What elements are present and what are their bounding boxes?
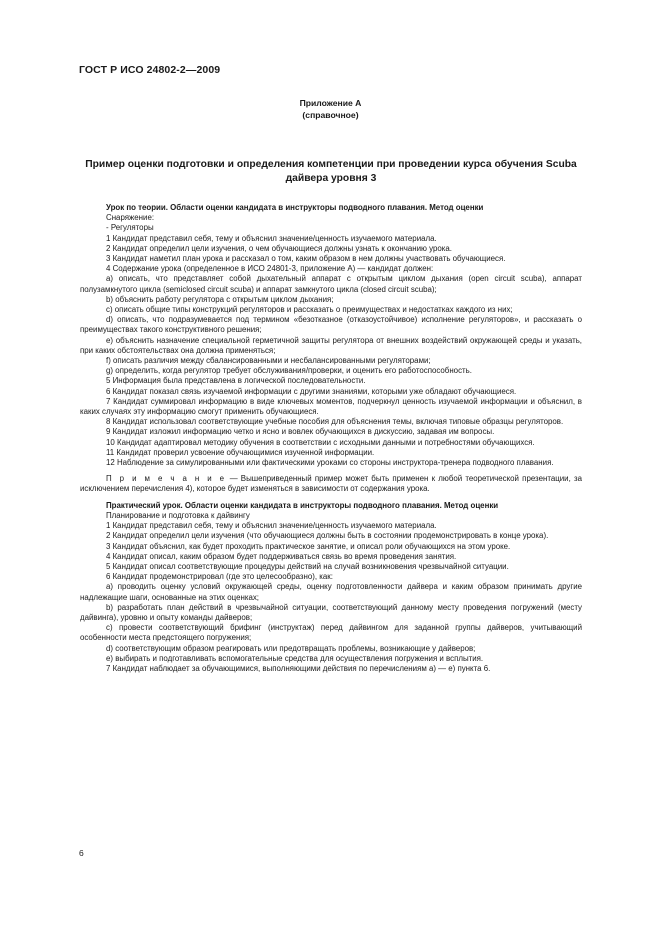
theory-item-4g: g) определить, когда регулятор требует обслуживания/проверки, и оценить его работоспособность. xyxy=(106,366,472,376)
theory-item-6: 6 Кандидат показал связь изучаемой информации с другими знаниями, которыми уже обладают обучающиеся. xyxy=(106,386,517,396)
practice-item-6: 6 Кандидат продемонстрировал (где это целесообразно), как: xyxy=(106,572,333,582)
annex-block xyxy=(0,97,661,121)
theory-item-4f: f) описать различия между сбалансированными и несбалансированными регуляторами; xyxy=(106,356,431,366)
practice-item-2: 2 Кандидат определил цели изучения (что обучающиеся должны быть в состоянии продемонстрировать в конце урока). xyxy=(106,531,549,541)
theory-item-4a: а) описать, что представляет собой дыхательный аппарат с открытым циклом дыхания (open circuit scuba), аппарат полузамкнутого цикла (semiclosed circuit scuba) и аппарат замкнутого цикла (closed circuit scuba); xyxy=(80,274,582,294)
practice-item-6a: а) проводить оценку условий окружающей среды, оценку подготовленности дайвера и каким образом принимать другие надлежащие шаги, основанные на этих оценках; xyxy=(80,582,582,602)
annex-kind: (справочное) xyxy=(302,110,359,120)
practice-item-6e: e) выбирать и подготавливать вспомогательные средства для осуществления погружения и всплытия. xyxy=(106,653,484,663)
practice-subheading: Планирование и подготовка к дайвингу xyxy=(106,510,250,520)
theory-item-11: 11 Кандидат проверил усвоение обучающимися изученной информации. xyxy=(106,447,375,457)
theory-item-8: 8 Кандидат использовал соответствующие учебные пособия для объяснения темы, включая типовые образцы регуляторов. xyxy=(106,417,564,427)
theory-item-4e: e) объяснить назначение специальной герметичной защиты регулятора от внешних воздействий окружающей среды и указать, при каких обстоятельствах она должна применяться; xyxy=(80,335,582,355)
theory-item-2: 2 Кандидат определил цели изучения, о чем обучающиеся должны узнать к окончанию урока. xyxy=(106,243,452,253)
theory-item-4c: c) описать общие типы конструкций регуляторов и рассказать о преимуществах и недостатках каждого из них; xyxy=(106,305,513,315)
practice-item-6c: c) провести соответствующий брифинг (инструктаж) перед дайвингом для заданной группы дайверов, учитывающий особенности места предстоящего погружения; xyxy=(80,623,582,643)
document-body xyxy=(80,203,582,674)
practice-item-3: 3 Кандидат объяснил, как будет проходить практическое занятие, и описал роли обучающихся на этом уроке. xyxy=(106,541,511,551)
theory-item-7: 7 Кандидат суммировал информацию в виде ключевых моментов, подчеркнул ценность изучаемой информации и объяснил, в каких случаях эту информацию смогут применить обучающиеся. xyxy=(80,396,582,417)
practice-item-7: 7 Кандидат наблюдает за обучающимися, выполняющими действия по перечислениям а) — е) пункта 6. xyxy=(106,663,491,673)
document-code-header: ГОСТ Р ИСО 24802-2—2009 xyxy=(79,64,221,76)
practice-item-6d: d) соответствующим образом реагировать или предотвращать проблемы, возникающие у дайверов; xyxy=(106,643,476,653)
annex-label: Приложение А xyxy=(299,98,362,108)
practice-heading: Практический урок. Области оценки кандидата в инструкторы подводного плавания. Метод оценки xyxy=(106,500,499,510)
theory-note xyxy=(80,474,582,494)
theory-item-9: 9 Кандидат изложил информацию четко и ясно и вовлек обучающихся в дискуссию, задавая им вопросы. xyxy=(106,427,495,437)
theory-item-5: 5 Информация была представлена в логической последовательности. xyxy=(106,376,366,386)
annex-title: Пример оценки подготовки и определения компетенции при проведении курса обучения Scuba дайвера уровня 3 xyxy=(85,159,577,184)
practice-item-1: 1 Кандидат представил себя, тему и объяснил значение/ценность изучаемого материала. xyxy=(106,521,437,531)
theory-item-3: 3 Кандидат наметил план урока и рассказал о том, каким образом в нем должны участвовать обучающиеся. xyxy=(106,254,506,264)
practice-item-5: 5 Кандидат описал соответствующие процедуры действий на случай возникновения чрезвычайной ситуации. xyxy=(106,561,509,571)
note-text: — Вышеприведенный пример может быть применен к любой теоретической презентации, за исключением перечисления 4), которое будет изменяться в зависимости от содержания урока. xyxy=(80,474,582,494)
theory-item-12: 12 Наблюдение за симулированными или фактическими уроками со стороны инструктора-тренера подводного плавания. xyxy=(106,458,554,468)
theory-item-1: 1 Кандидат представил себя, тему и объяснил значение/ценность изучаемого материала. xyxy=(106,233,437,243)
theory-item-4: 4 Содержание урока (определенное в ИСО 24801-3, приложение А) — кандидат должен: xyxy=(106,264,434,274)
theory-item-10: 10 Кандидат адаптировал методику обучения в соответствии с исходными данными и потребностями обучающихся. xyxy=(106,437,535,447)
page-number: 6 xyxy=(79,848,84,858)
practice-item-6b: b) разработать план действий в чрезвычайной ситуации, соответствующий данному месту проведения погружений (месту дайвинга), уровню и опыту команды дайверов; xyxy=(80,602,582,622)
equipment-item: - Регуляторы xyxy=(106,223,154,233)
equipment-label: Снаряжение: xyxy=(106,213,155,223)
theory-item-4d: d) описать, что подразумевается под термином «безотказное (отказоустойчивое) исполнение регуляторов», и рассказать о преимуществах такого конструктивного решения; xyxy=(80,315,582,335)
theory-item-4b: b) объяснить работу регулятора с открытым циклом дыхания; xyxy=(106,294,334,304)
theory-heading: Урок по теории. Области оценки кандидата в инструкторы подводного плавания. Метод оценки xyxy=(106,203,484,212)
note-label: П р и м е ч а н и е xyxy=(106,474,227,484)
practice-item-4: 4 Кандидат описал, каким образом будет поддерживаться связь во время проведения занятия. xyxy=(106,551,457,561)
